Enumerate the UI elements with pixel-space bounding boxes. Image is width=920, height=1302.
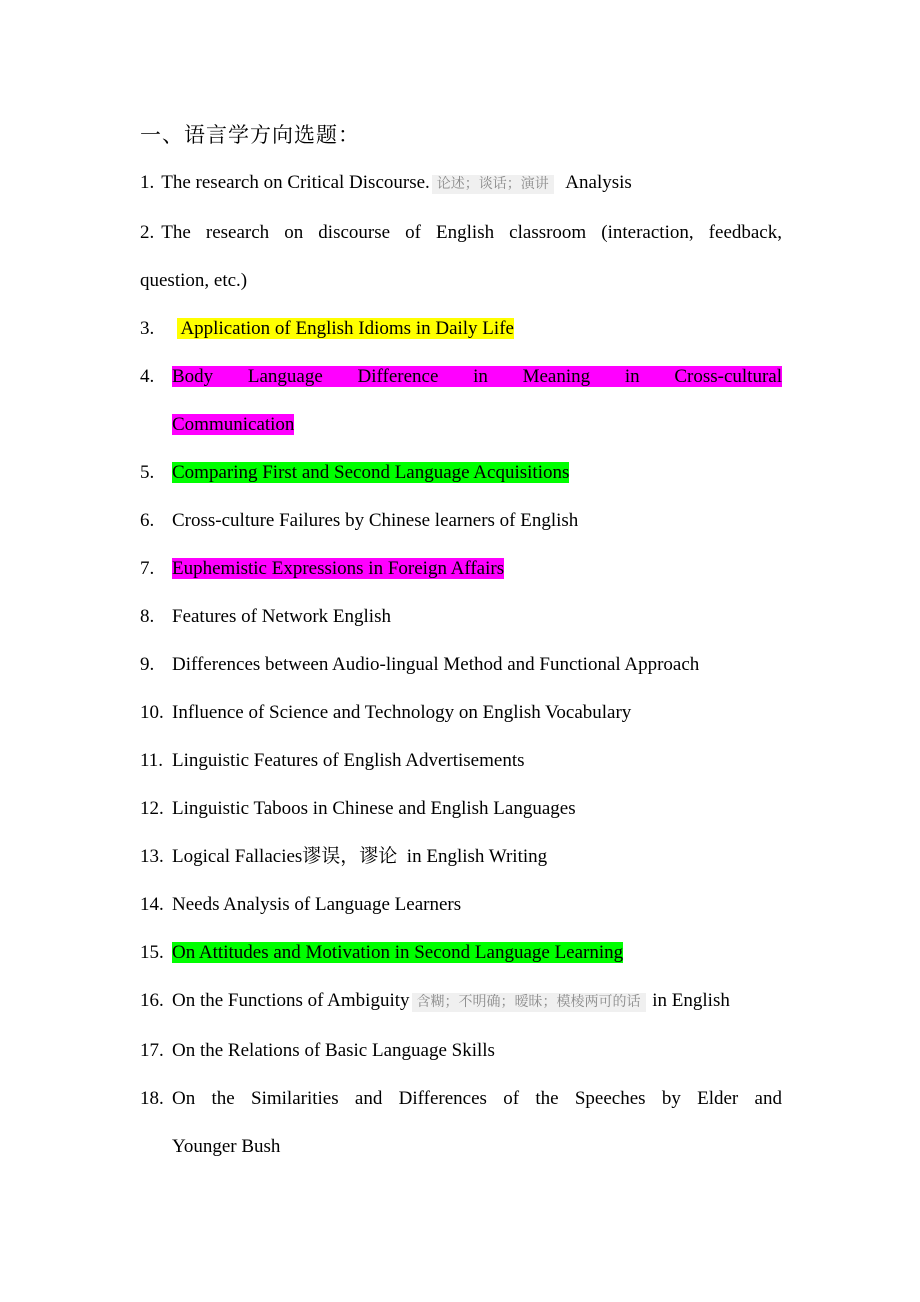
topic-line xyxy=(140,159,782,209)
topic-line xyxy=(140,737,782,785)
topic-line xyxy=(140,593,782,641)
item-number: 1. xyxy=(140,172,155,193)
topic-line xyxy=(140,929,782,977)
topic-text: Differences between Audio-lingual Method and Functional Approach xyxy=(172,654,700,675)
topic-text: On the Functions of Ambiguity xyxy=(172,990,410,1011)
topic-text: Logical Fallacies谬误，谬论 in English Writing xyxy=(172,846,548,867)
item-number: 16. xyxy=(140,990,164,1011)
topic-item xyxy=(140,1027,782,1075)
topic-line xyxy=(140,641,782,689)
highlighted-text: Comparing First and Second Language Acquisitions xyxy=(172,462,570,483)
topic-item xyxy=(140,833,782,881)
topic-text: in English xyxy=(647,990,730,1011)
dictionary-annotation: 含糊；不明确；暧昧；模棱两可的话 xyxy=(412,993,646,1012)
topic-line xyxy=(140,1123,782,1171)
topic-line xyxy=(140,497,782,545)
topic-line xyxy=(140,977,782,1027)
item-number: 4. xyxy=(140,366,155,387)
topic-text: On the Relations of Basic Language Skills xyxy=(172,1040,495,1061)
topic-item xyxy=(140,353,782,449)
item-number: 14. xyxy=(140,894,164,915)
topic-text: The research on Critical Discourse. xyxy=(161,172,430,193)
item-number: 18. xyxy=(140,1088,164,1109)
topic-item xyxy=(140,1075,782,1171)
topic-item xyxy=(140,305,782,353)
topic-item xyxy=(140,449,782,497)
topic-text: The research on discourse of English classroom (interaction, feedback, xyxy=(161,222,782,243)
topic-line xyxy=(140,257,782,305)
highlighted-text: Application of English Idioms in Daily Life xyxy=(176,318,514,339)
item-number: 3. xyxy=(140,318,155,339)
topic-line xyxy=(140,1027,782,1075)
topic-text: Linguistic Features of English Advertisements xyxy=(172,750,525,771)
item-number: 12. xyxy=(140,798,164,819)
topic-list xyxy=(140,159,782,1171)
topic-item xyxy=(140,159,782,209)
item-number: 9. xyxy=(140,654,155,675)
topic-line xyxy=(140,545,782,593)
topic-item xyxy=(140,929,782,977)
topic-text: question, etc.) xyxy=(140,270,248,291)
topic-line xyxy=(140,785,782,833)
topic-line xyxy=(140,305,782,353)
topic-text: Analysis xyxy=(555,172,632,193)
item-number: 15. xyxy=(140,942,164,963)
topic-text: On the Similarities and Differences of the Speeches by Elder and xyxy=(172,1088,782,1109)
item-number: 11. xyxy=(140,750,164,771)
item-number: 2. xyxy=(140,222,155,243)
item-number: 7. xyxy=(140,558,155,579)
topic-text: Features of Network English xyxy=(172,606,391,627)
topic-item xyxy=(140,209,782,305)
topic-line xyxy=(140,881,782,929)
topic-item xyxy=(140,545,782,593)
topic-line xyxy=(140,449,782,497)
item-number: 13. xyxy=(140,846,164,867)
topic-text: Needs Analysis of Language Learners xyxy=(172,894,462,915)
topic-item xyxy=(140,593,782,641)
topic-item xyxy=(140,881,782,929)
item-number: 5. xyxy=(140,462,155,483)
topic-item xyxy=(140,737,782,785)
topic-text: Linguistic Taboos in Chinese and English Languages xyxy=(172,798,576,819)
topic-item xyxy=(140,641,782,689)
topic-line xyxy=(140,209,782,257)
topic-line xyxy=(140,689,782,737)
highlighted-text: On Attitudes and Motivation in Second Language Learning xyxy=(172,942,624,963)
highlighted-text: Communication xyxy=(172,414,295,435)
item-number: 10. xyxy=(140,702,164,723)
topic-item xyxy=(140,497,782,545)
topic-text: Cross-culture Failures by Chinese learners of English xyxy=(172,510,579,531)
topic-item xyxy=(140,785,782,833)
topic-line xyxy=(140,353,782,401)
dictionary-annotation: 论述；谈话；演讲 xyxy=(432,175,554,194)
topic-item xyxy=(140,689,782,737)
topic-text: Influence of Science and Technology on English Vocabulary xyxy=(172,702,632,723)
topic-line xyxy=(140,1075,782,1123)
section-heading: 一、语言学方向选题： xyxy=(140,123,360,147)
topic-item xyxy=(140,977,782,1027)
item-number: 8. xyxy=(140,606,155,627)
topic-line xyxy=(140,401,782,449)
topic-line xyxy=(140,833,782,881)
highlighted-text: Euphemistic Expressions in Foreign Affairs xyxy=(172,558,505,579)
highlighted-text: Body Language Difference in Meaning in Cross-cultural xyxy=(172,366,782,387)
topic-text: Younger Bush xyxy=(172,1136,281,1157)
item-number: 17. xyxy=(140,1040,164,1061)
item-number: 6. xyxy=(140,510,155,531)
